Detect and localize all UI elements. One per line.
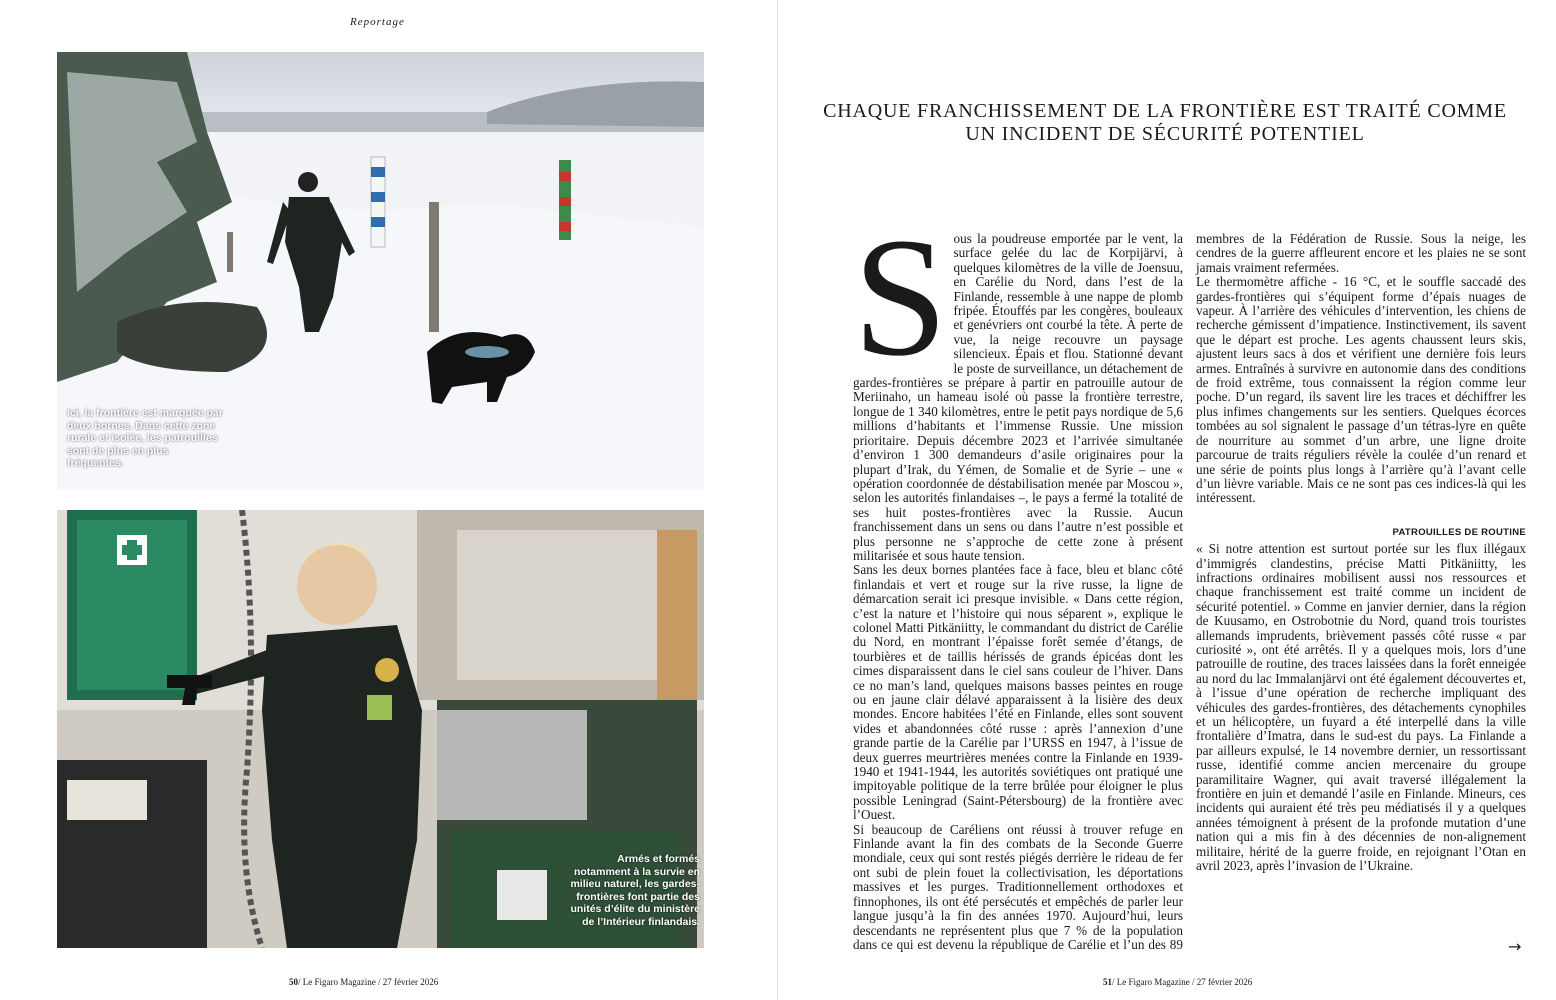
folio-number: 50 bbox=[289, 977, 298, 987]
article-paragraph: Sans les deux bornes plantées face à face, bleu et blanc côté finlandais et vert et rouge sur la rive russe, la ligne de démarcation serait ici presque invisible. « Dans cette région, c’est la nature et l’histoire qui nous séparent », explique le colonel Matti Pitkäniitty, le commandant du district de Carélie du Nord, en montrant l’épaisse forêt semée d’étangs, de tourbières et de taillis hérissés de grands épicéas dont les cimes disparaissent dans le ciel sans couleur de l’hiver. Dans ce no man’s land, quelques maisons basses peintes en rouge ou en jaune clair délavé apparaissent à la lisière des deux mondes. Encore habitées l’été en Finlande, elles sont souvent vides et abandonnées côté russe : après l’annexion d’une grande partie de la Carélie par l’URSS en 1947, à l’issue de deux guerres meurtrières menées contre la Finlande en 1939-1940 et 1941-1944, les autorités soviétiques ont pratiqué une impitoyable politique de la terre brûlée pour éloigner le plus possible Leningrad (Saint-Pétersbourg) de la frontière avec l’Ouest. bbox=[853, 562, 1183, 823]
photo-caption-bottom: Armés et formés notamment à la survie en milieu naturel, les gardes-frontières font partie des unités d’élite du ministère de l’Intérieur finlandais. bbox=[570, 853, 700, 928]
article-headline: CHAQUE FRANCHISSEMENT DE LA FRONTIÈRE EST TRAITÉ COMME UN INCIDENT DE SÉCURITÉ POTENTIEL bbox=[823, 100, 1507, 145]
folio-number: 51 bbox=[1103, 977, 1112, 987]
page-gutter bbox=[777, 0, 778, 1000]
photo-caption-top: Ici, la frontière est marquée par deux bornes. Dans cette zone rurale et isolée, les patrouilles sont de plus en plus fréquentes. bbox=[67, 407, 223, 469]
continue-arrow-icon: → bbox=[1508, 937, 1522, 956]
article-paragraph: Le thermomètre affiche - 16 °C, et le souffle saccadé des gardes-frontières qui s’équipent forme d’épais nuages de vapeur. À l’arrière des véhicules d’intervention, les chiens de recherche gémissent d’impatience. Instinctivement, ils savent que le départ est proche. Les agents chaussent leurs skis, ajustent leurs sacs à dos et vérifient une dernière fois leurs armes. Entraînés à survivre en autonomie dans des conditions de froid extrême, tous connaissent la région comme leur poche. D’un regard, ils savent lire les traces et déchiffrer les plus infimes changements sur les sentiers. Quelques écorces tombées au sol signalent le passage d’un tétras-lyre en quête de nourriture au sommet d’un arbre, une ligne droite parcourue de traits réguliers révèle la coulée d’un renard et une série de points plus longs à l’arrière qu’à l’avant celle d’un lièvre variable. Mais ce ne sont pas ces indices-là qui les intéressent. bbox=[1196, 274, 1526, 506]
article-body bbox=[853, 203, 1526, 957]
article-paragraph: « Si notre attention est surtout portée sur les flux illégaux d’immigrés clandestins, précise Matti Pitkäniitty, les infractions ordinaires mobilisent aussi nos ressources et chaque franchissement est traité comme un incident de sécurité potentiel. » Comme en janvier dernier, dans la région de Kuusamo, en Ostrobotnie du Nord, quand trois touristes allemands imprudents, brièvement passés côté russe « par curiosité », ont été arrêtés. Il y a quelques mois, lors d’une patrouille de routine, des traces laissées dans la forêt enneigée au nord du lac Immalanjärvi ont été également découvertes et, à l’issue d’une opération de recherche impliquant des véhicules des gardes-frontières, des détachements cynophiles et un hélicoptère, un fuyard a été interpellé dans la ville frontalière d’Imatra, dans le sud-est du pays. La Finlande a par ailleurs expulsé, le 14 novembre dernier, un ressortissant russe, identifié comme ancien mercenaire du groupe paramilitaire Wagner, qui avait traversé illégalement la frontière en juin et demandé l’asile en Finlande. Mineurs, ces incidents qui auraient été très peu médiatisés il y a quelques années témoignent à présent de la profonde mutation d’une nation qui a mis fin à des décennies de non-alignement militaire, hérité de la guerre froide, en rejoignant l’Otan en avril 2023, après l’invasion de l’Ukraine. bbox=[1196, 541, 1526, 874]
folio-text: / Le Figaro Magazine / 27 février 2026 bbox=[1112, 977, 1253, 987]
folio-right bbox=[1103, 977, 1252, 987]
drop-cap: S bbox=[853, 203, 948, 391]
article-paragraph: Si beaucoup de Caréliens ont réussi à trouver refuge en Finlande avant la fin des combats de la Seconde Guerre mondiale, ceux qui sont restés piégés derrière le rideau de fer ont subi de plein fouet la collectivisation, les déportations massives et les purges. Traditionnellement orthodoxes et finnophones, ils ont été persécutés et empêchés de parler leur langue jusqu’à la fin des années 1970. Aujourd’hui, leurs descendants ne représentent plus que 7 % de la population dans ce qui est devenu la république de Carélie et l’un des 89 membres de la Fédération de Russie. Sous la neige, les cendres de la guerre affleurent encore et les plaies ne se sont jamais vraiment refermées. bbox=[853, 231, 1526, 952]
folio-text: / Le Figaro Magazine / 27 février 2026 bbox=[298, 977, 439, 987]
article-paragraph: ous la poudreuse emportée par le vent, la surface gelée du lac de Korpijärvi, à quelques kilomètres de la ville de Joensuu, en Carélie du Nord, dans l’est de la Finlande, ressemble à une nappe de plomb fripée. Étouffés par les congères, bouleaux et genévriers ont courbé la tête. À perte de vue, la neige recouvre un paysage silencieux. Épais et flou. Stationné devant le poste de surveillance, un détachement de gardes-frontières se prépare à partir en patrouille autour de Meriinaho, un hameau isolé où passe la frontière terrestre, longue de 1 340 kilomètres, entre le petit pays nordique de 5,6 millions d’habitants et l’immense Russie. Une mission prioritaire. Depuis décembre 2023 et l’arrivée simultanée d’environ 1 300 demandeurs d’asile originaires pour la plupart d’Irak, du Yémen, de Somalie et de Syrie – une « opération coordonnée de déstabilisation menée par Moscou », selon les autorités finlandaises –, le pays a fermé la totalité de ses huit postes-frontières avec la Russie. Aucun franchissement dans un sens ou dans l’autre n’est possible et plus personne ne s’approche de cette zone à présent militarisée et sous haute tension. bbox=[853, 231, 1183, 563]
folio-left bbox=[289, 977, 438, 987]
section-subhead: PATROUILLES DE ROUTINE bbox=[1392, 526, 1526, 538]
section-rubric: Reportage bbox=[350, 16, 405, 28]
